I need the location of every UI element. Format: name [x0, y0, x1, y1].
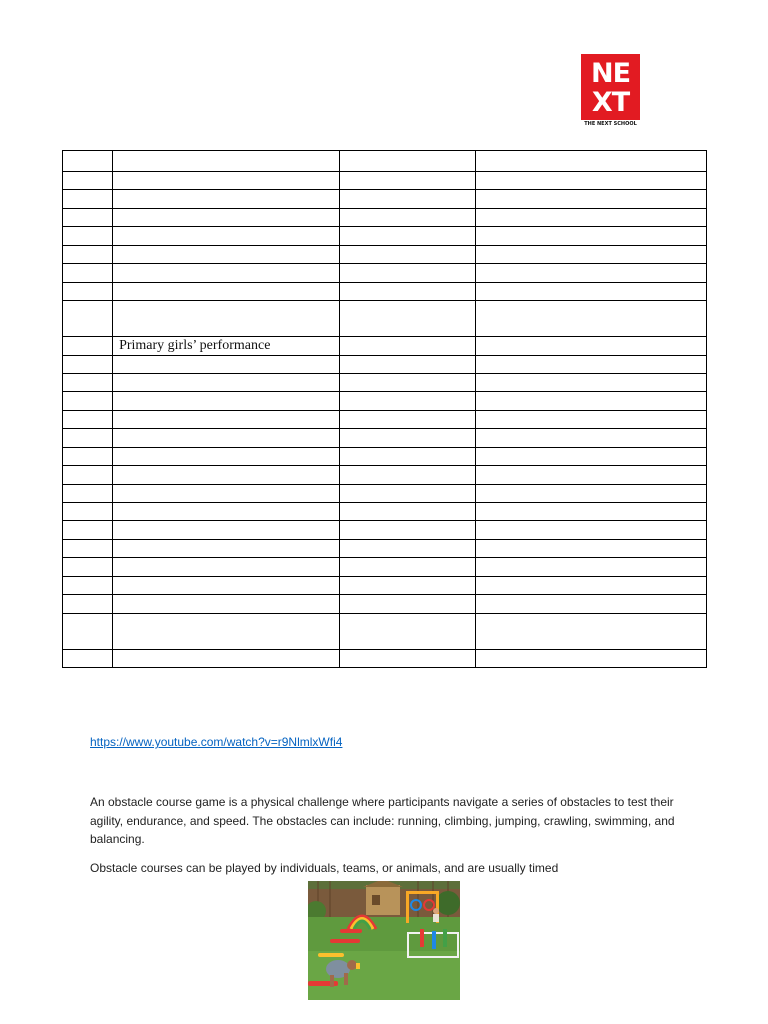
table-cell — [475, 429, 706, 447]
table-cell — [113, 558, 340, 576]
table-cell — [113, 595, 340, 613]
table-cell — [63, 410, 113, 428]
table-cell — [63, 466, 113, 484]
table-row — [63, 558, 707, 576]
table-row — [63, 539, 707, 557]
table-row — [63, 503, 707, 521]
table-cell — [340, 208, 475, 226]
table-cell — [340, 410, 475, 428]
table-cell — [63, 392, 113, 410]
table-cell — [113, 539, 340, 557]
table-cell — [113, 373, 340, 391]
table-cell — [340, 649, 475, 667]
table-cell — [113, 649, 340, 667]
table-cell — [340, 245, 475, 263]
table-row — [63, 521, 707, 539]
table-cell — [113, 190, 340, 208]
table-cell — [340, 521, 475, 539]
table-cell — [63, 521, 113, 539]
table-cell — [475, 227, 706, 245]
table-cell — [63, 227, 113, 245]
table-cell — [475, 301, 706, 337]
table-cell — [340, 373, 475, 391]
table-cell — [63, 539, 113, 557]
table-cell — [63, 301, 113, 337]
table-row — [63, 355, 707, 373]
table-row — [63, 595, 707, 613]
table-cell — [113, 151, 340, 172]
table-row — [63, 613, 707, 649]
table-cell — [63, 429, 113, 447]
table-cell — [340, 392, 475, 410]
table-row — [63, 227, 707, 245]
table-cell — [63, 337, 113, 355]
table-cell — [113, 245, 340, 263]
table-cell — [113, 282, 340, 300]
table-cell — [475, 484, 706, 502]
table-row — [63, 208, 707, 226]
table-cell — [475, 613, 706, 649]
table-cell — [475, 245, 706, 263]
table-cell — [475, 282, 706, 300]
table-cell — [63, 245, 113, 263]
table-cell — [475, 539, 706, 557]
table-cell — [113, 613, 340, 649]
table-cell — [63, 264, 113, 282]
table-cell — [340, 595, 475, 613]
table-cell — [475, 172, 706, 190]
table-cell — [63, 484, 113, 502]
table-row — [63, 373, 707, 391]
table-cell — [63, 282, 113, 300]
table-cell — [340, 355, 475, 373]
table-cell — [63, 576, 113, 594]
table-cell — [475, 151, 706, 172]
table-row — [63, 301, 707, 337]
table-row — [63, 466, 707, 484]
table-cell — [340, 576, 475, 594]
table-cell — [340, 172, 475, 190]
table-cell — [113, 355, 340, 373]
table-cell — [340, 613, 475, 649]
timing-paragraph: Obstacle courses can be played by individuals, teams, or animals, and are usually timed — [90, 861, 559, 875]
table-cell — [340, 190, 475, 208]
table-cell — [340, 227, 475, 245]
table-cell — [113, 172, 340, 190]
logo-text-bottom: XT — [591, 87, 630, 118]
table-cell — [340, 337, 475, 355]
table-cell — [63, 447, 113, 465]
table-cell — [475, 337, 706, 355]
table-cell: Primary girls’ performance — [113, 337, 340, 355]
table-cell — [340, 447, 475, 465]
table-row — [63, 429, 707, 447]
table-cell — [340, 466, 475, 484]
video-link[interactable]: https://www.youtube.com/watch?v=r9NlmlxWfi4 — [90, 735, 343, 749]
table-cell — [63, 373, 113, 391]
table-cell — [113, 503, 340, 521]
school-logo — [581, 54, 640, 130]
table-cell — [113, 429, 340, 447]
table-cell — [113, 227, 340, 245]
description-paragraph: An obstacle course game is a physical challenge where participants navigate a series of obstacles to test their agility, endurance, and speed. The obstacles can include: running, climbing, jumping, crawling, swimming, and balancing. — [90, 795, 675, 846]
table-cell — [475, 264, 706, 282]
table-row — [63, 447, 707, 465]
table-cell — [113, 410, 340, 428]
table-cell — [113, 484, 340, 502]
table-cell — [63, 649, 113, 667]
table-cell — [475, 208, 706, 226]
schedule-table-body — [63, 151, 707, 668]
table-cell — [63, 595, 113, 613]
table-cell — [113, 521, 340, 539]
table-cell — [475, 503, 706, 521]
obstacle-course-illustration — [308, 881, 460, 1000]
table-cell — [340, 539, 475, 557]
table-cell — [340, 282, 475, 300]
table-cell — [475, 558, 706, 576]
obstacle-course-photo — [308, 881, 460, 1000]
table-cell — [340, 484, 475, 502]
table-cell — [63, 190, 113, 208]
table-row — [63, 172, 707, 190]
table-cell — [475, 649, 706, 667]
table-cell — [475, 576, 706, 594]
table-row — [63, 337, 707, 355]
table-row — [63, 245, 707, 263]
table-row — [63, 649, 707, 667]
table-cell — [340, 558, 475, 576]
table-cell — [475, 410, 706, 428]
table-cell — [63, 355, 113, 373]
table-row — [63, 484, 707, 502]
table-cell — [63, 503, 113, 521]
table-cell — [113, 208, 340, 226]
table-cell — [63, 558, 113, 576]
table-cell — [475, 355, 706, 373]
table-row — [63, 264, 707, 282]
table-row — [63, 410, 707, 428]
table-cell — [475, 466, 706, 484]
table-cell — [63, 151, 113, 172]
table-row — [63, 576, 707, 594]
logo-mark — [581, 54, 640, 120]
table-row — [63, 282, 707, 300]
table-cell — [475, 392, 706, 410]
table-cell — [63, 208, 113, 226]
table-cell — [475, 373, 706, 391]
table-row — [63, 190, 707, 208]
table-cell — [63, 613, 113, 649]
logo-tagline: THE NEXT SCHOOL — [584, 121, 637, 127]
table-cell — [475, 447, 706, 465]
table-cell — [475, 190, 706, 208]
table-cell — [113, 576, 340, 594]
table-cell — [340, 151, 475, 172]
table-cell — [113, 392, 340, 410]
table-cell — [113, 447, 340, 465]
table-cell — [113, 264, 340, 282]
schedule-table — [62, 150, 707, 668]
table-cell — [340, 264, 475, 282]
logo-text-top: NE — [590, 58, 631, 89]
table-cell — [475, 595, 706, 613]
table-cell — [113, 466, 340, 484]
table-cell — [340, 301, 475, 337]
table-cell — [113, 301, 340, 337]
table-cell — [340, 503, 475, 521]
table-row — [63, 151, 707, 172]
table-cell — [475, 521, 706, 539]
table-cell — [340, 429, 475, 447]
table-cell — [63, 172, 113, 190]
table-row — [63, 392, 707, 410]
